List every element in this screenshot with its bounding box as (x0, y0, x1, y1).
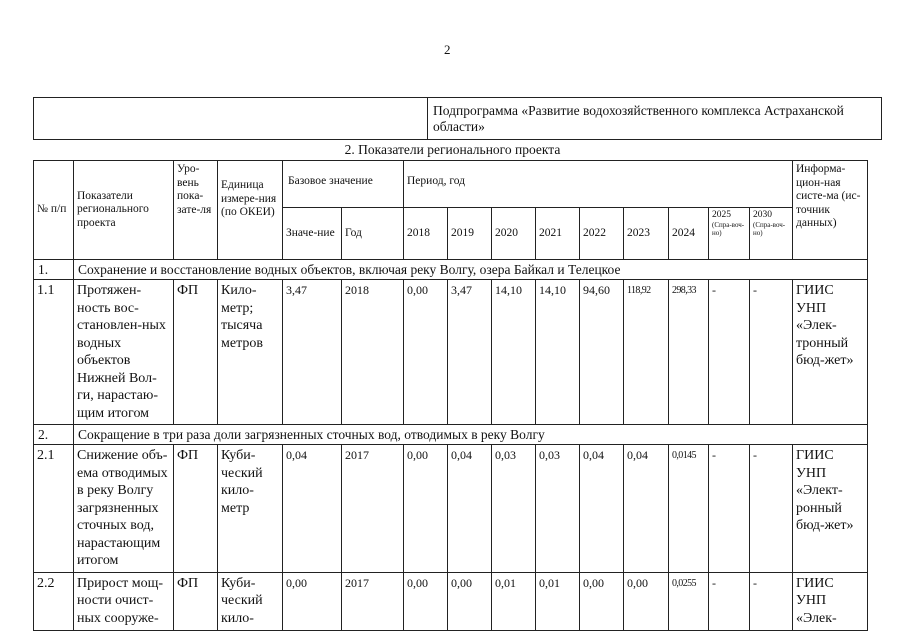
table-row (34, 572, 868, 630)
header-2025-note: (Спра-воч-но) (712, 220, 745, 237)
row-indicator: Прирост мощ-ности очист-ных сооруже- (74, 572, 174, 630)
header-year-2019: 2019 (448, 208, 492, 260)
group-num: 2. (34, 425, 74, 445)
row-value-2021: 0,03 (536, 445, 580, 573)
header-base-value: Значе-ние (283, 208, 342, 260)
row-value-2019: 0,04 (448, 445, 492, 573)
row-value-2020: 0,03 (492, 445, 536, 573)
row-value-2020: 14,10 (492, 280, 536, 425)
header-base: Базовое значение (283, 161, 404, 208)
group-title: Сокращение в три раза доли загрязненных сточных вод, отводимых в реку Волгу (74, 425, 868, 445)
header-indicator: Показатели регионального проекта (74, 161, 174, 260)
header-level: Уро-вень пока-зате-ля (174, 161, 218, 260)
row-num: 1.1 (34, 280, 74, 425)
row-value-2030: - (750, 280, 793, 425)
row-value-2019: 0,00 (448, 572, 492, 630)
row-base-year: 2018 (342, 280, 404, 425)
row-value-2020: 0,01 (492, 572, 536, 630)
row-value-2025: - (709, 445, 750, 573)
row-num: 2.1 (34, 445, 74, 573)
header-2025-label: 2025 (712, 210, 731, 220)
row-value-2023: 0,00 (624, 572, 669, 630)
row-value-2022: 0,04 (580, 445, 624, 573)
row-value-2021: 14,10 (536, 280, 580, 425)
header-2030-label: 2030 (753, 210, 772, 220)
row-unit: Куби-ческий кило-метр (218, 445, 283, 573)
header-year-2030 (750, 208, 793, 260)
header-period: Период, год (404, 161, 793, 208)
page-number: 2 (444, 42, 451, 57)
header-year-2023: 2023 (624, 208, 669, 260)
row-value-2025: - (709, 572, 750, 630)
subprogram-box (33, 97, 882, 140)
group-row-2 (34, 425, 868, 445)
row-base-value: 0,04 (283, 445, 342, 573)
section-title: 2. Показатели регионального проекта (344, 142, 561, 157)
group-row-1 (34, 260, 868, 280)
row-base-year: 2017 (342, 572, 404, 630)
row-value-2023: 118,92 (624, 280, 669, 425)
row-level: ФП (174, 572, 218, 630)
header-year-2020: 2020 (492, 208, 536, 260)
row-value-2023: 0,04 (624, 445, 669, 573)
subprogram-title: Подпрограмма «Развитие водохозяйственного комплекса Астраханской области» (433, 103, 844, 134)
row-indicator: Снижение объ-ема отводимых в реку Волгу загрязненных сточных вод, нарастающим итогом (74, 445, 174, 573)
header-year-2024: 2024 (669, 208, 709, 260)
row-value-2018: 0,00 (404, 572, 448, 630)
header-info: Информа-цион-ная систе-ма (ис-точник данных) (793, 161, 868, 260)
header-year-2021: 2021 (536, 208, 580, 260)
row-value-2021: 0,01 (536, 572, 580, 630)
header-year-2025 (709, 208, 750, 260)
row-indicator: Протяжен-ность вос-становлен-ных водных объектов Нижней Вол-ги, нарастаю-щим итогом (74, 280, 174, 425)
row-level: ФП (174, 280, 218, 425)
group-title: Сохранение и восстановление водных объектов, включая реку Волгу, озера Байкал и Телецкое (74, 260, 868, 280)
row-value-2022: 94,60 (580, 280, 624, 425)
row-info: ГИИС УНП «Элек- (793, 572, 868, 630)
header-num: № п/п (34, 161, 74, 260)
row-value-2019: 3,47 (448, 280, 492, 425)
header-year-2018: 2018 (404, 208, 448, 260)
group-num: 1. (34, 260, 74, 280)
row-value-2018: 0,00 (404, 445, 448, 573)
row-num: 2.2 (34, 572, 74, 630)
row-value-2024: 298,33 (669, 280, 709, 425)
row-value-2024: 0,0145 (669, 445, 709, 573)
row-value-2030: - (750, 445, 793, 573)
header-year-2022: 2022 (580, 208, 624, 260)
header-base-year: Год (342, 208, 404, 260)
table-row (34, 445, 868, 573)
header-row-1 (34, 161, 868, 208)
table-row (34, 280, 868, 425)
header-2030-note: (Спра-воч-но) (753, 220, 786, 237)
row-value-2025: - (709, 280, 750, 425)
row-base-value: 0,00 (283, 572, 342, 630)
row-info: ГИИС УНП «Элек-тронный бюд-жет» (793, 280, 868, 425)
row-value-2024: 0,0255 (669, 572, 709, 630)
row-base-value: 3,47 (283, 280, 342, 425)
indicators-table (33, 160, 868, 631)
row-value-2022: 0,00 (580, 572, 624, 630)
row-value-2018: 0,00 (404, 280, 448, 425)
row-unit: Кило-метр; тысяча метров (218, 280, 283, 425)
subprogram-divider (427, 98, 428, 139)
row-info: ГИИС УНП «Элект-ронный бюд-жет» (793, 445, 868, 573)
row-value-2030: - (750, 572, 793, 630)
row-level: ФП (174, 445, 218, 573)
header-unit: Единица измере-ния (по ОКЕИ) (218, 161, 283, 260)
row-base-year: 2017 (342, 445, 404, 573)
row-unit: Куби-ческий кило- (218, 572, 283, 630)
